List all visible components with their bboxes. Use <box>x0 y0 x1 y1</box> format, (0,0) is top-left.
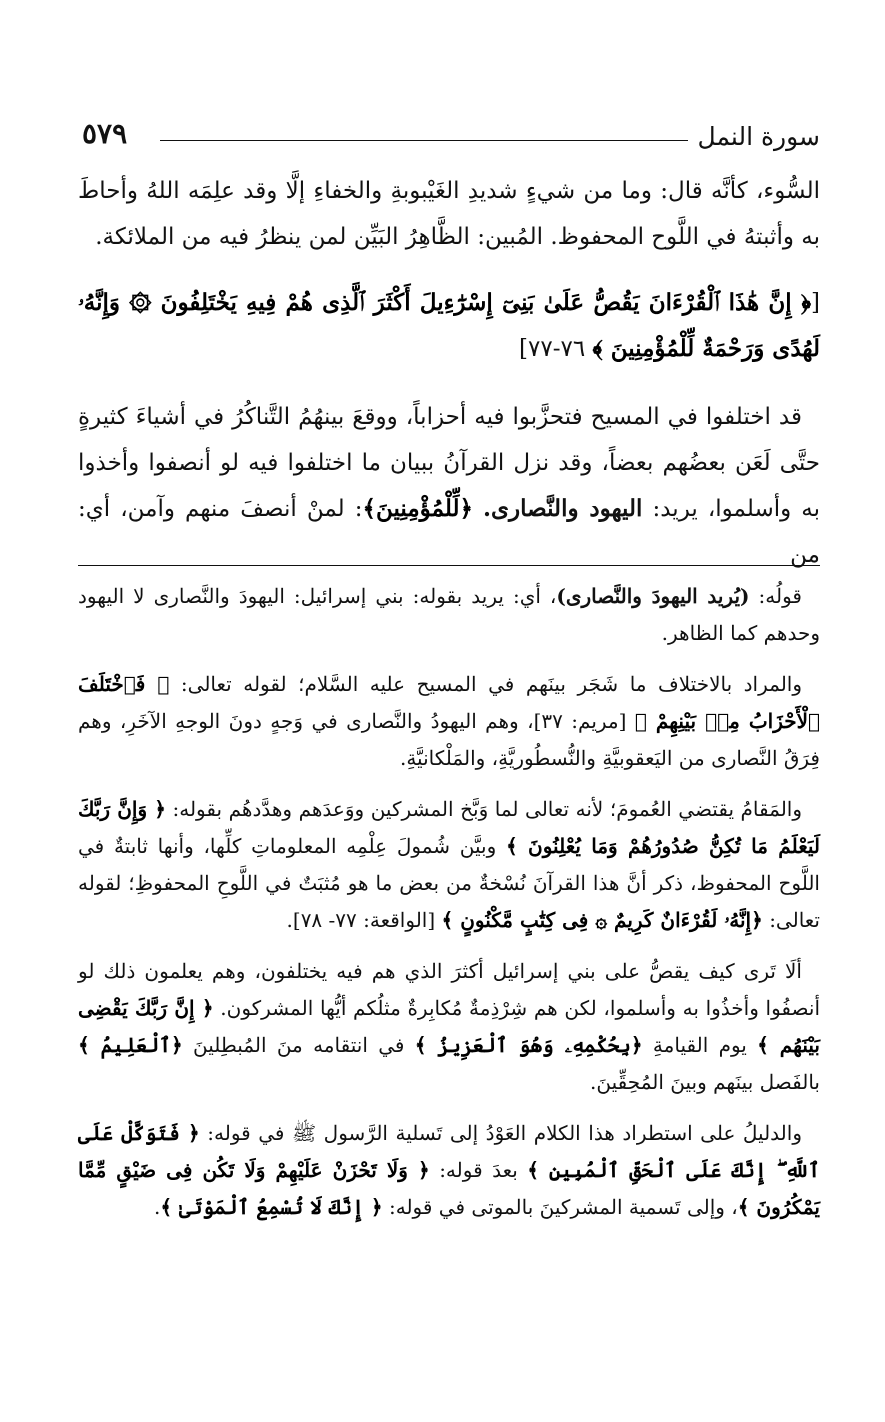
footnote-quran-quote: ﴿بِحُكْمِهِۦ وَهُوَ ٱلْعَزِيزُ ﴾ <box>414 1033 643 1057</box>
footnote-text: بعدَ قوله: <box>439 1158 518 1182</box>
footnote-text: والدليلُ على استطراد هذا الكلام العَوْدُ إلى تَسلية الرَّسول ﷺ في قوله: <box>207 1121 802 1145</box>
footnote-quran-quote: ﴿ فَٱخْتَلَفَ ٱلْأَحْزَابُ مِنۢ بَيْنِهِمْ ﴾ <box>78 672 821 733</box>
commentary-text: السُّوء، كأنَّه قال: وما من شيءٍ شديدِ الغَيْبوبةِ والخفاءِ إلَّا وقد علِمَه اللهُ وأحاطَ به وأثبتهُ في اللَّوح المحفوظ. المُبين: الظَّاهِرُ البَيِّن لمن ينظرُ فيه من الملائكة. <box>78 178 820 250</box>
commentary-paragraph-2 <box>78 394 820 578</box>
footnote-text: وبيَّن شُمولَ عِلْمِه المعلوماتِ كلِّها، وأنها ثابتةٌ في اللَّوح المحفوظ، ذكر أنَّ هذا القرآنَ نُسْخةٌ من بعض ما هو مُثبَتٌ في اللَّوحِ المحفوظِ؛ لقوله تعالى: <box>78 834 820 932</box>
footnote-text: والمَقامُ يقتضي العُمومَ؛ لأنه تعالى لما وَبَّخ المشركين ووَعدَهم وهدَّدهُم بقوله: <box>172 797 803 821</box>
footnote-quran-quote: ﴿ وَلَا تَحْزَنْ عَلَيْهِمْ وَلَا تَكُن فِى ضَيْقٍ مِّمَّا يَمْكُرُونَ ﴾ <box>78 1158 820 1219</box>
footnote-text: يوم القيامةِ <box>652 1033 747 1057</box>
footnote-bold-phrase: (يُريد اليهودَ والنَّصارى) <box>556 584 750 608</box>
page-number: ٥٧٩ <box>82 117 128 150</box>
footnote-text: ، وإلى تَسمية المشركينَ بالموتى في قوله: <box>389 1195 738 1219</box>
footnote-text: بالفَصل بينَهم وبينَ المُحِقِّينَ. <box>590 1070 820 1094</box>
commentary-text: : لمنْ أنصفَ منهم وآمن، أي: من <box>78 496 820 568</box>
footnote-end-mark: . <box>153 1195 161 1219</box>
verse-reference: ٧٦-٧٧] <box>519 336 586 362</box>
footnote-paragraph-5 <box>78 1115 820 1226</box>
quran-verse: ﴿ إِنَّ هَٰذَا ٱلْقُرْءَانَ يَقُصُّ عَلَىٰ بَنِىٓ إِسْرَٰٓءِيلَ أَكْثَرَ ٱلَّذِى هُمْ فِيهِ يَخْتَلِفُونَ ۞ وَإِنَّهُۥ لَهُدًى وَرَحْمَةٌ لِّلْمُؤْمِنِينَ ﴾ <box>78 289 820 362</box>
footnote-separator <box>78 565 820 566</box>
footnote-text: ألَا تَرى كيف يقصُّ على بني إسرائيل أكثرَ الذي هم فيه يختلفون، وهم يعلمون ذلك لو أنصفُوا وأخذُوا به وأسلموا، لكن هم شِرْذِمةٌ مُكابِرةٌ مثلُكم أيُّها المشركون. <box>78 959 821 1020</box>
footnote-quran-quote: ﴿ فَتَوَكَّلْ عَلَى ٱللَّهِ ۖ إِنَّكَ عَلَى ٱلْحَقِّ ٱلْمُبِينِ ﴾ <box>78 1121 820 1182</box>
footnote-text: في انتقامه منَ المُبطِلينَ <box>192 1033 405 1057</box>
footnote-quran-quote: ﴿ إِنَّكَ لَا تُسْمِعُ ٱلْمَوْتَىٰ ﴾ <box>160 1195 383 1219</box>
commentary-text: قد اختلفوا في المسيح فتحزَّبوا فيه أحزاباً، ووقعَ بينهُمُ التَّناكُرُ في أشياءَ كثيرةٍ حتَّى لَعَن بعضُهم بعضاً، وقد نزل القرآنُ ببيان ما اختلفوا فيه لو أنصفوا وأخذوا به وأسلموا، يريد: <box>78 404 821 522</box>
bold-phrase: اليهود والنَّصارى. <box>483 495 643 522</box>
header-rule <box>160 140 688 141</box>
footnote-text: [مريم: ٣٧]، وهم اليهودُ والنَّصارى في وَجهٍ دونَ الوجهِ الآخَرِ، وهم فِرَقُ النَّصارى من اليَعقوبيَّةِ والنُّسطُوريَّةِ، والمَلْكانيَّةِ. <box>78 709 820 770</box>
footnote-quran-quote: ﴿إِنَّهُۥ لَقُرْءَانٌ كَرِيمٌ ۞ فِى كِتَٰبٍ مَّكْنُونٍ ﴾ <box>441 908 763 932</box>
footnote-text: ، أي: يريد بقوله: بني إسرائيل: اليهودَ والنَّصارى لا اليهود وحدهم كما الظاهر. <box>78 584 820 645</box>
footnote-paragraph-4 <box>78 953 820 1101</box>
footnote-text: قولُه: <box>758 584 802 608</box>
footnote-quran-quote: ﴿ إِنَّ رَبَّكَ يَقْضِى بَيْنَهُم ﴾ <box>78 996 820 1057</box>
footnote-quran-quote: ﴿ٱلْعَلِيمُ ﴾ <box>78 1033 183 1057</box>
footnote-paragraph-1 <box>78 578 820 652</box>
commentary-paragraph-1 <box>78 168 820 260</box>
footnote-paragraph-2 <box>78 666 820 777</box>
quran-verse-block <box>78 280 820 372</box>
main-text <box>78 168 820 598</box>
quran-word: ﴿لِّلْمُؤْمِنِينَ﴾ <box>362 495 473 522</box>
verse-bracket-open: [ <box>811 290 820 316</box>
page-header <box>82 118 820 162</box>
surah-title: سورة النمل <box>697 122 820 151</box>
footnote-text: والمراد بالاختلاف ما شَجَر بينَهم في المسيح عليه السَّلام؛ لقوله تعالى: <box>180 672 803 696</box>
footnote-reference: [الواقعة: ٧٧- ٧٨]. <box>286 908 436 932</box>
footnote-quran-quote: ﴿ وَإِنَّ رَبَّكَ لَيَعْلَمُ مَا تُكِنُّ صُدُورُهُمْ وَمَا يُعْلِنُونَ ﴾ <box>78 797 821 858</box>
footnotes-section <box>78 578 820 1240</box>
footnote-paragraph-3 <box>78 791 820 939</box>
